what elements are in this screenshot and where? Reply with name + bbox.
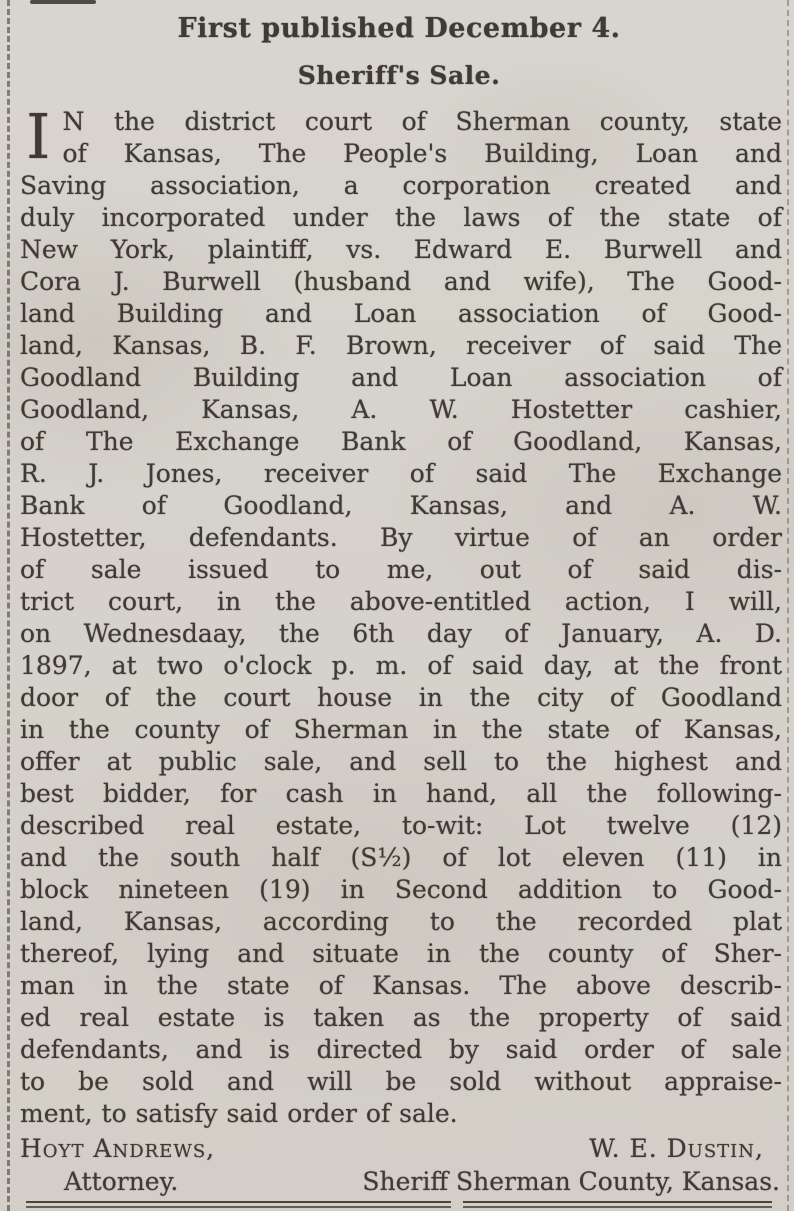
body-line: of The Exchange Bank of Goodland, Kansas, — [20, 427, 782, 456]
body-lines — [20, 100, 782, 1130]
top-rule-fragment — [30, 0, 96, 4]
bottom-double-rule — [26, 1201, 772, 1208]
body-line: Goodland, Kansas, A. W. Hostetter cashier, — [20, 395, 782, 424]
dropcap-initial: I — [26, 100, 51, 173]
body-line: trict court, in the above-entitled action, I will, — [20, 587, 782, 616]
publication-line: First published December 4. — [177, 13, 621, 44]
body-line: in the county of Sherman in the state of Kansas, — [20, 715, 782, 744]
sheriff-title: Sheriff Sherman County, Kansas. — [362, 1167, 780, 1196]
signature-titles-row — [20, 1165, 780, 1198]
body-line: offer at public sale, and sell to the highest and — [20, 747, 782, 776]
body-line: on Wednesdaay, the 6th day of January, A. D. — [20, 619, 782, 648]
notice-body — [20, 100, 782, 1130]
body-line: thereof, lying and situate in the county of Sher- — [20, 939, 782, 968]
body-line: to be sold and will be sold without appraise- — [20, 1067, 782, 1096]
body-line: land Building and Loan association of Good- — [20, 299, 782, 328]
body-line: ed real estate is taken as the property of said — [20, 1003, 782, 1032]
column-divider-left — [7, 0, 10, 1211]
body-line: ment, to satisfy said order of sale. — [20, 1099, 458, 1128]
body-line: land, Kansas, B. F. Brown, receiver of said The — [20, 331, 782, 360]
body-line: Saving association, a corporation created and — [20, 171, 782, 200]
body-line: block nineteen (19) in Second addition to Good- — [20, 875, 782, 904]
body-line: and the south half (S½) of lot eleven (11) in — [20, 843, 782, 872]
body-line: duly incorporated under the laws of the state of — [20, 203, 782, 232]
body-line: Cora J. Burwell (husband and wife), The Good- — [20, 267, 782, 296]
body-line: Goodland Building and Loan association of — [20, 363, 782, 392]
body-line: New York, plaintiff, vs. Edward E. Burwell and — [20, 235, 782, 264]
attorney-title: Attorney. — [64, 1167, 179, 1196]
column-divider-right — [787, 0, 789, 1211]
body-line: N the district court of Sherman county, state — [62, 107, 782, 136]
body-line: R. J. Jones, receiver of said The Exchange — [20, 459, 782, 488]
body-line: man in the state of Kansas. The above describ- — [20, 971, 782, 1000]
body-line: door of the court house in the city of Goodland — [20, 683, 782, 712]
body-line: 1897, at two o'clock p. m. of said day, at the front — [20, 651, 782, 680]
body-line: land, Kansas, according to the recorded plat — [20, 907, 782, 936]
body-line: Bank of Goodland, Kansas, and A. W. — [20, 491, 782, 520]
body-line: Hostetter, defendants. By virtue of an order — [20, 523, 782, 552]
attorney-name: Hoyt Andrews, — [20, 1134, 216, 1163]
body-line: described real estate, to-wit: Lot twelve (12) — [20, 811, 782, 840]
body-line: of Kansas, The People's Building, Loan and — [62, 139, 782, 168]
signature-names-row — [20, 1132, 764, 1165]
body-line: defendants, and is directed by said order of sale — [20, 1035, 782, 1064]
bottom-rule-left-segment — [26, 1201, 451, 1208]
notice-title: Sheriff's Sale. — [297, 61, 501, 90]
body-line: of sale issued to me, out of said dis- — [20, 555, 782, 584]
bottom-rule-right-segment — [463, 1201, 772, 1208]
sheriff-name: W. E. Dustin, — [589, 1134, 764, 1163]
body-line: best bidder, for cash in hand, all the following- — [20, 779, 782, 808]
